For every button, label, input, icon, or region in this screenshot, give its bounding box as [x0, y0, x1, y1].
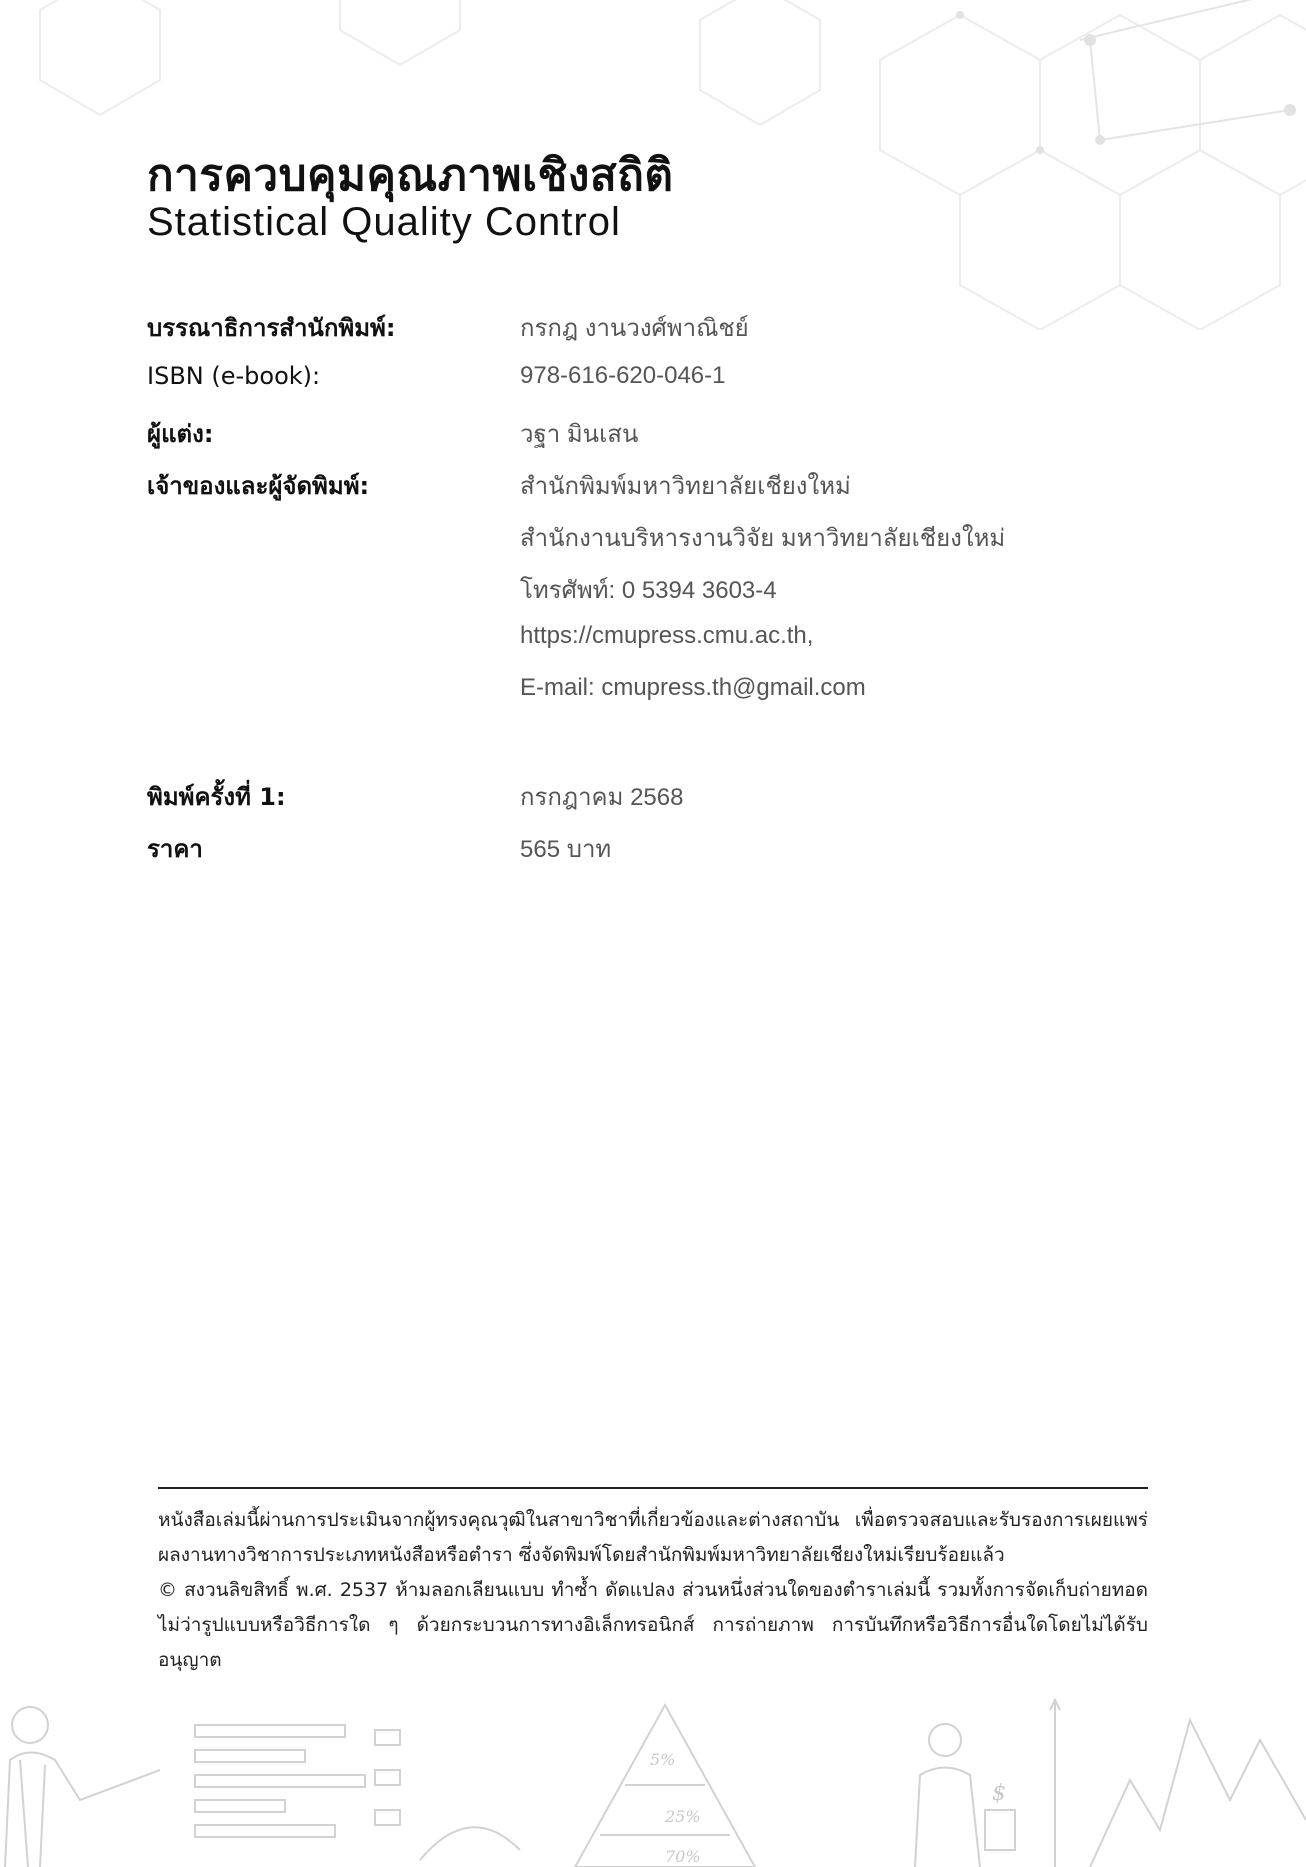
publisher-phone: โทรศัพท์: 0 5394 3603-4 [520, 577, 777, 604]
publisher-email: E-mail: cmupress.th@gmail.com [520, 674, 866, 701]
business-sketch-illustration [0, 1690, 1306, 1867]
author-label: ผู้แต่ง: [147, 420, 214, 448]
review-statement: หนังสือเล่มนี้ผ่านการประเมินจากผู้ทรงคุณวุฒิในสาขาวิชาที่เกี่ยวข้องและต่างสถาบัน เพื่อตรวจสอบและรับรองการเผยแพร่ผลงานทางวิชาการประเภทหนังสือหรือตำรา ซึ่งจัดพิมพ์โดยสำนักพิมพ์มหาวิทยาลัยเชียงใหม่เรียบร้อยแล้ว [158, 1509, 1148, 1566]
isbn-value: 978-616-620-046-1 [520, 362, 726, 389]
pyramid-label-top: 5% [650, 1750, 676, 1769]
dollar-icon: $ [992, 1781, 1006, 1806]
notice-divider [158, 1487, 1148, 1489]
publisher-name: สำนักพิมพ์มหาวิทยาลัยเชียงใหม่ [520, 473, 851, 500]
book-title-thai: การควบคุมคุณภาพเชิงสถิติ [147, 150, 674, 201]
edition-value: กรกฎาคม 2568 [520, 784, 684, 811]
editor-value: กรกฎ งานวงศ์พาณิชย์ [520, 315, 749, 342]
isbn-label: ISBN (e-book): [147, 362, 321, 390]
publisher-office: สำนักงานบริหารงานวิจัย มหาวิทยาลัยเชียงใหม่ [520, 525, 1006, 552]
editor-label: บรรณาธิการสำนักพิมพ์: [147, 314, 396, 342]
edition-label: พิมพ์ครั้งที่ 1: [147, 783, 286, 811]
publisher-label: เจ้าของและผู้จัดพิมพ์: [147, 472, 370, 500]
pyramid-label-bottom: 70% [665, 1847, 701, 1866]
publisher-website: https://cmupress.cmu.ac.th, [520, 622, 814, 649]
copyright-statement: © สงวนลิขสิทธิ์ พ.ศ. 2537 ห้ามลอกเลียนแบบ ทำซ้ำ ดัดแปลง ส่วนหนึ่งส่วนใดของตำราเล่มนี้ รวมทั้งการจัดเก็บถ่ายทอด ไม่ว่ารูปแบบหรือวิธีการใด ๆ ด้วยกระบวนการทางอิเล็กทรอนิกส์ การถ่ายภาพ การบันทึกหรือวิธีการอื่นใดโดยไม่ได้รับอนุญาต [158, 1579, 1148, 1671]
author-value: วฐา มินเสน [520, 421, 639, 448]
price-label: ราคา [147, 835, 203, 863]
legal-notice [158, 1503, 1148, 1678]
price-value: 565 บาท [520, 836, 612, 863]
book-title-english: Statistical Quality Control [147, 200, 621, 244]
pyramid-label-middle: 25% [665, 1807, 701, 1826]
